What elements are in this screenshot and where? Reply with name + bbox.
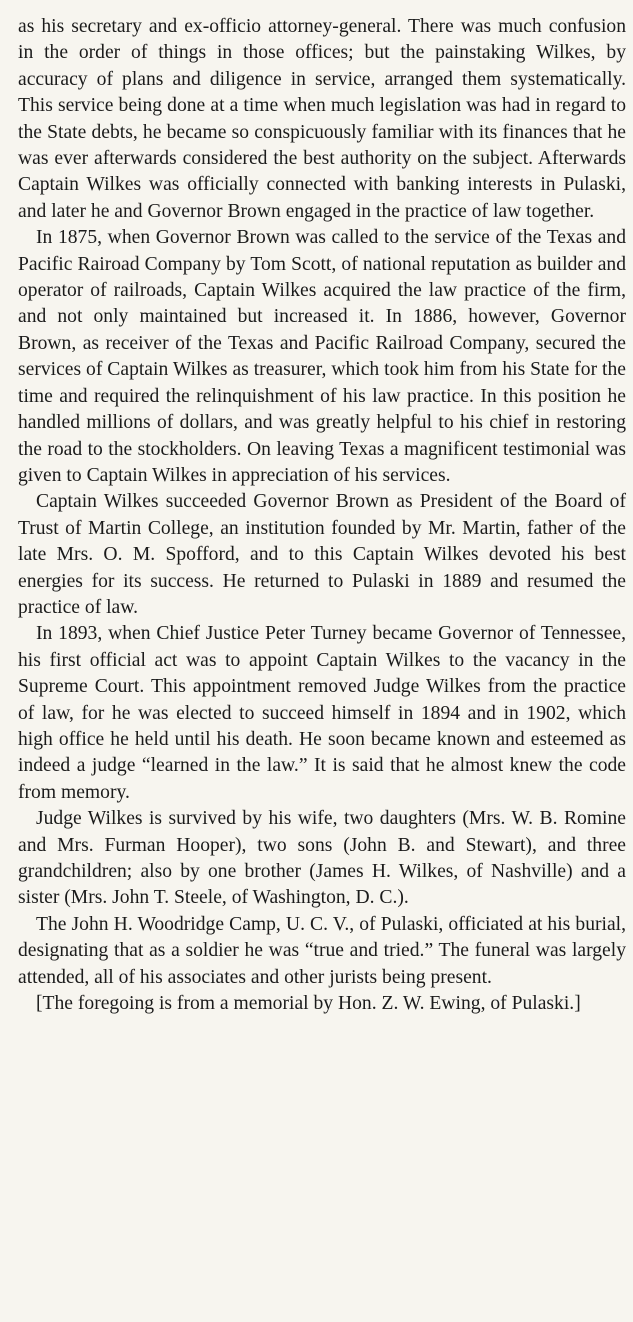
paragraph-survivors: Judge Wilkes is survived by his wife, two daughters (Mrs. W. B. Romine and Mrs. Furman Hooper), two sons (John B. and Stewart), and three grandchildren; also by one brother (James H. Wilkes, of Nashville) and a sister (Mrs. John T. Steele, of Washington, D. C.). — [18, 808, 626, 909]
paragraph-burial: The John H. Woodridge Camp, U. C. V., of Pulaski, officiated at his burial, designating that as a soldier he was “true and tried.” The funeral was largely attended, all of his associates and other jurists being present. — [18, 913, 626, 988]
paragraph-law-practice: In 1875, when Governor Brown was called to the service of the Texas and Pacific Rairoad Company by Tom Scott, of national reputation as builder and operator of railroads, Captain Wilkes acquired the law practice of the firm, and not only maintained but increased it. In 1886, however, Governor Brown, as receiver of the Texas and Pacific Railroad Company, secured the services of Captain Wilkes as treasurer, which took him from his State for the time and required the relinquishment of his law practice. In this position he handled millions of dollars, and was greatly helpful to his chief in restoring the road to the stockholders. On leaving Texas a magnificent testimonial was given to Captain Wilkes in appreciation of his services. — [18, 227, 626, 486]
paragraph-supreme-court: In 1893, when Chief Justice Peter Turney became Governor of Tennessee, his first official act was to appoint Captain Wilkes to the vacancy in the Supreme Court. This appointment removed Judge Wilkes from the practice of law, for he was elected to succeed himself in 1894 and in 1902, which high office he held until his death. He soon became known and esteemed as indeed a judge “learned in the law.” It is said that he almost knew the code from memory. — [18, 623, 626, 803]
document-page — [18, 14, 626, 1017]
paragraph-martin-college: Captain Wilkes succeeded Governor Brown as President of the Board of Trust of Martin College, an institution founded by Mr. Martin, father of the late Mrs. O. M. Spofford, and to this Captain Wilkes devoted his best energies for its success. He returned to Pulaski in 1889 and resumed the practice of law. — [18, 491, 626, 618]
paragraph-source-note: [The foregoing is from a memorial by Hon. Z. W. Ewing, of Pulaski.] — [36, 993, 581, 1015]
paragraph-continuation: as his secretary and ex-officio attorney-general. There was much confusion in the order of things in those offices; but the painstaking Wilkes, by accuracy of plans and diligence in service, arranged them systematically. This service being done at a time when much legislation was had in regard to the State debts, he became so conspicuously familiar with its finances that he was ever afterwards considered the best authority on the subject. Afterwards Captain Wilkes was officially connected with banking interests in Pulaski, and later he and Governor Brown engaged in the practice of law together. — [18, 16, 626, 222]
